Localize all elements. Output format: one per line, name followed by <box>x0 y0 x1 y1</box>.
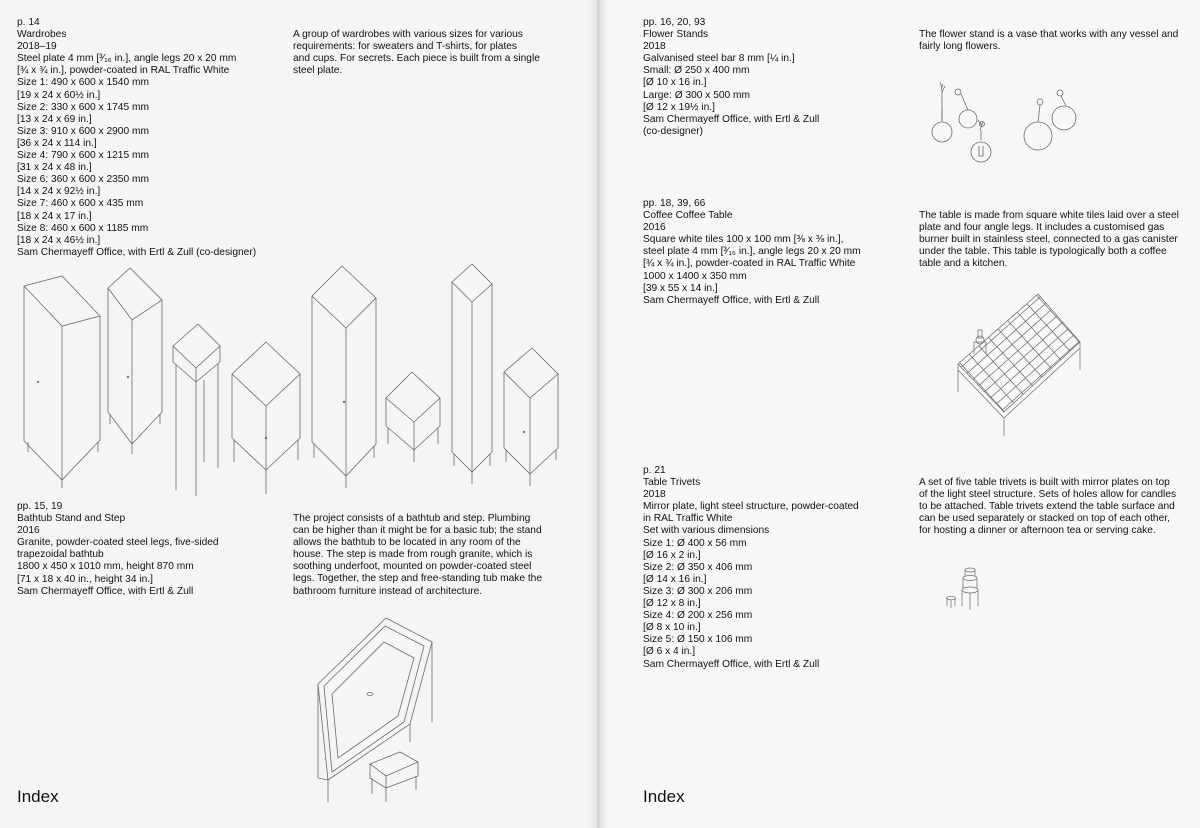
spec-line: 2016 <box>17 525 40 537</box>
spec-line: Flower Stands <box>643 29 709 41</box>
wardrobes-specs <box>17 17 256 259</box>
wardrobes-illustration <box>20 262 560 497</box>
coffee-table-description <box>919 210 1179 270</box>
spec-line: Size 4: Ø 200 x 256 mm <box>643 610 753 622</box>
spec-line: [39 x 55 x 14 in.] <box>643 282 718 294</box>
spine-shadow <box>586 0 608 828</box>
spec-line: 2018–19 <box>17 41 57 53</box>
table-trivets-description <box>919 477 1176 537</box>
spec-line: Mirror plate, light steel structure, powder-coated <box>643 501 859 513</box>
spec-line: [Ø 16 x 2 in.] <box>643 549 701 561</box>
spec-line: [Ø 8 x 10 in.] <box>643 622 701 634</box>
desc-line: to be attached. Table trivets extend the table surface and <box>919 501 1175 513</box>
spec-line: Granite, powder-coated steel legs, five-sided <box>17 537 219 549</box>
spec-line: Table Trivets <box>643 477 701 489</box>
desc-line: requirements: for sweaters and T-shirts, for plates <box>293 41 518 53</box>
spec-line: Large: Ø 300 x 500 mm <box>643 89 751 101</box>
desc-line: house. The step is made from rough granite, which is <box>293 549 533 561</box>
desc-line: and cups. For secrets. Each piece is built from a single <box>293 53 540 65</box>
table-trivets-illustration <box>944 564 984 612</box>
spec-line: p. 21 <box>643 465 666 476</box>
spec-line: pp. 15, 19 <box>17 501 63 512</box>
spec-line: 2018 <box>643 489 666 501</box>
spec-line: Coffee Coffee Table <box>643 210 733 222</box>
bathtub-description <box>293 513 542 598</box>
right-page <box>600 0 1200 828</box>
coffee-table-specs <box>643 198 861 307</box>
flower-stands-description <box>919 29 1178 53</box>
desc-line: The flower stand is a vase that works with any vessel and <box>919 29 1179 40</box>
spec-line: [Ø 14 x 16 in.] <box>643 573 707 585</box>
spec-line: Small: Ø 250 x 400 mm <box>643 65 750 77</box>
spec-line: Size 6: 360 x 600 x 2350 mm <box>17 174 149 186</box>
desc-line: table and a kitchen. <box>919 258 1008 270</box>
spec-line: [Ø 6 x 4 in.] <box>643 646 696 658</box>
spec-line: [36 x 24 x 114 in.] <box>17 137 97 149</box>
footer-index-right: Index <box>643 787 685 806</box>
spec-line: [19 x 24 x 60½ in.] <box>17 89 101 101</box>
desc-line: can be used separately or stacked on top of each other, <box>919 513 1170 525</box>
spec-line: Size 4: 790 x 600 x 1215 mm <box>17 150 149 162</box>
spec-line: [Ø 10 x 16 in.] <box>643 77 707 89</box>
spec-line: Wardrobes <box>17 29 67 41</box>
spec-line: Square white tiles 100 x 100 mm [⅜ x ⅜ in.], <box>643 234 844 246</box>
desc-line: under the table. This table is typologically both a coffee <box>919 246 1167 258</box>
spec-line: trapezoidal bathtub <box>17 549 104 561</box>
spec-line: Size 5: Ø 150 x 106 mm <box>643 634 753 646</box>
spec-line: Steel plate 4 mm [³⁄₁₆ in.], angle legs 20 x 20 mm <box>17 53 237 65</box>
spec-line: [31 x 24 x 48 in.] <box>17 162 92 174</box>
spec-line: Sam Chermayeff Office, with Ertl & Zull <box>17 585 194 597</box>
spec-line: Sam Chermayeff Office, with Ertl & Zull <box>643 658 820 670</box>
spec-line: [18 x 24 x 46½ in.] <box>17 234 101 246</box>
spec-line: (co-designer) <box>643 125 704 137</box>
spec-line: Bathtub Stand and Step <box>17 513 126 525</box>
desc-line: A group of wardrobes with various sizes for various <box>293 29 523 40</box>
spec-line: [18 x 24 x 17 in.] <box>17 210 92 222</box>
spec-line: steel plate 4 mm [³⁄₁₆ in.], angle legs 20 x 20 mm <box>643 246 861 258</box>
wardrobes-description <box>293 29 540 77</box>
flower-stands-specs <box>643 17 819 138</box>
spec-line: Set with various dimensions <box>643 525 770 537</box>
coffee-table-illustration <box>952 290 1084 440</box>
desc-line: fairly long flowers. <box>919 41 1001 53</box>
desc-line: The table is made from square white tiles laid over a steel <box>919 210 1179 221</box>
desc-line: allows the bathtub to be located in any room of the <box>293 537 521 549</box>
desc-line: soothing underfoot, mounted on powder-coated steel <box>293 561 532 573</box>
spec-line: p. 14 <box>17 17 40 28</box>
spec-line: Size 3: Ø 300 x 206 mm <box>643 585 753 597</box>
desc-line: steel plate. <box>293 65 343 77</box>
spec-line: 1000 x 1400 x 350 mm <box>643 270 747 282</box>
desc-line: A set of five table trivets is built with mirror plates on top <box>919 477 1170 488</box>
spec-line: pp. 16, 20, 93 <box>643 17 706 28</box>
spec-line: [¾ x ¾ in.], powder-coated in RAL Traffic White <box>643 258 856 270</box>
spec-line: Galvanised steel bar 8 mm [¼ in.] <box>643 53 795 65</box>
spec-line: Sam Chermayeff Office, with Ertl & Zull <box>643 294 820 306</box>
desc-line: The project consists of a bathtub and step. Plumbing <box>293 513 531 524</box>
desc-line: bathroom furniture instead of architecture. <box>293 585 483 597</box>
spec-line: 2018 <box>643 41 666 53</box>
spec-line: [¾ x ¾ in.], powder-coated in RAL Traffic White <box>17 65 230 77</box>
desc-line: of the light steel structure. Sets of holes allow for candles <box>919 489 1177 501</box>
spec-line: pp. 18, 39, 66 <box>643 198 706 209</box>
table-trivets-specs <box>643 465 859 671</box>
spec-line: in RAL Traffic White <box>643 513 733 525</box>
spec-line: [13 x 24 x 69 in.] <box>17 113 92 125</box>
spec-line: [14 x 24 x 92½ in.] <box>17 186 101 198</box>
left-page <box>0 0 597 828</box>
spec-line: [Ø 12 x 19½ in.] <box>643 101 715 113</box>
spec-line: Sam Chermayeff Office, with Ertl & Zull (co-designer) <box>17 246 257 258</box>
footer-index-left: Index <box>17 787 59 806</box>
flower-stands-illustration <box>930 80 1110 170</box>
desc-line: can be higher than it might be for a basic tub; the stand <box>293 525 542 537</box>
spec-line: Size 3: 910 x 600 x 2900 mm <box>17 125 149 137</box>
spec-line: 2016 <box>643 222 666 234</box>
desc-line: legs. Together, the step and free-standing tub make the <box>293 573 543 585</box>
desc-line: plate and four angle legs. It includes a customised gas <box>919 222 1165 234</box>
spec-line: Size 2: 330 x 600 x 1745 mm <box>17 101 149 113</box>
bathtub-specs <box>17 501 219 598</box>
spec-line: Size 1: Ø 400 x 56 mm <box>643 537 747 549</box>
spec-line: Size 1: 490 x 600 x 1540 mm <box>17 77 149 89</box>
spec-line: Size 2: Ø 350 x 406 mm <box>643 561 753 573</box>
spec-line: [71 x 18 x 40 in., height 34 in.] <box>17 573 153 585</box>
bathtub-illustration <box>314 612 439 804</box>
spec-line: [Ø 12 x 8 in.] <box>643 598 701 610</box>
desc-line: for hosting a dinner or afternoon tea or serving cake. <box>919 525 1156 537</box>
desc-line: burner built in stainless steel, connected to a gas canister <box>919 234 1178 246</box>
spec-line: 1800 x 450 x 1010 mm, height 870 mm <box>17 561 194 573</box>
spec-line: Size 7: 460 x 600 x 435 mm <box>17 198 144 210</box>
spec-line: Sam Chermayeff Office, with Ertl & Zull <box>643 113 820 125</box>
spec-line: Size 8: 460 x 600 x 1185 mm <box>17 222 149 234</box>
